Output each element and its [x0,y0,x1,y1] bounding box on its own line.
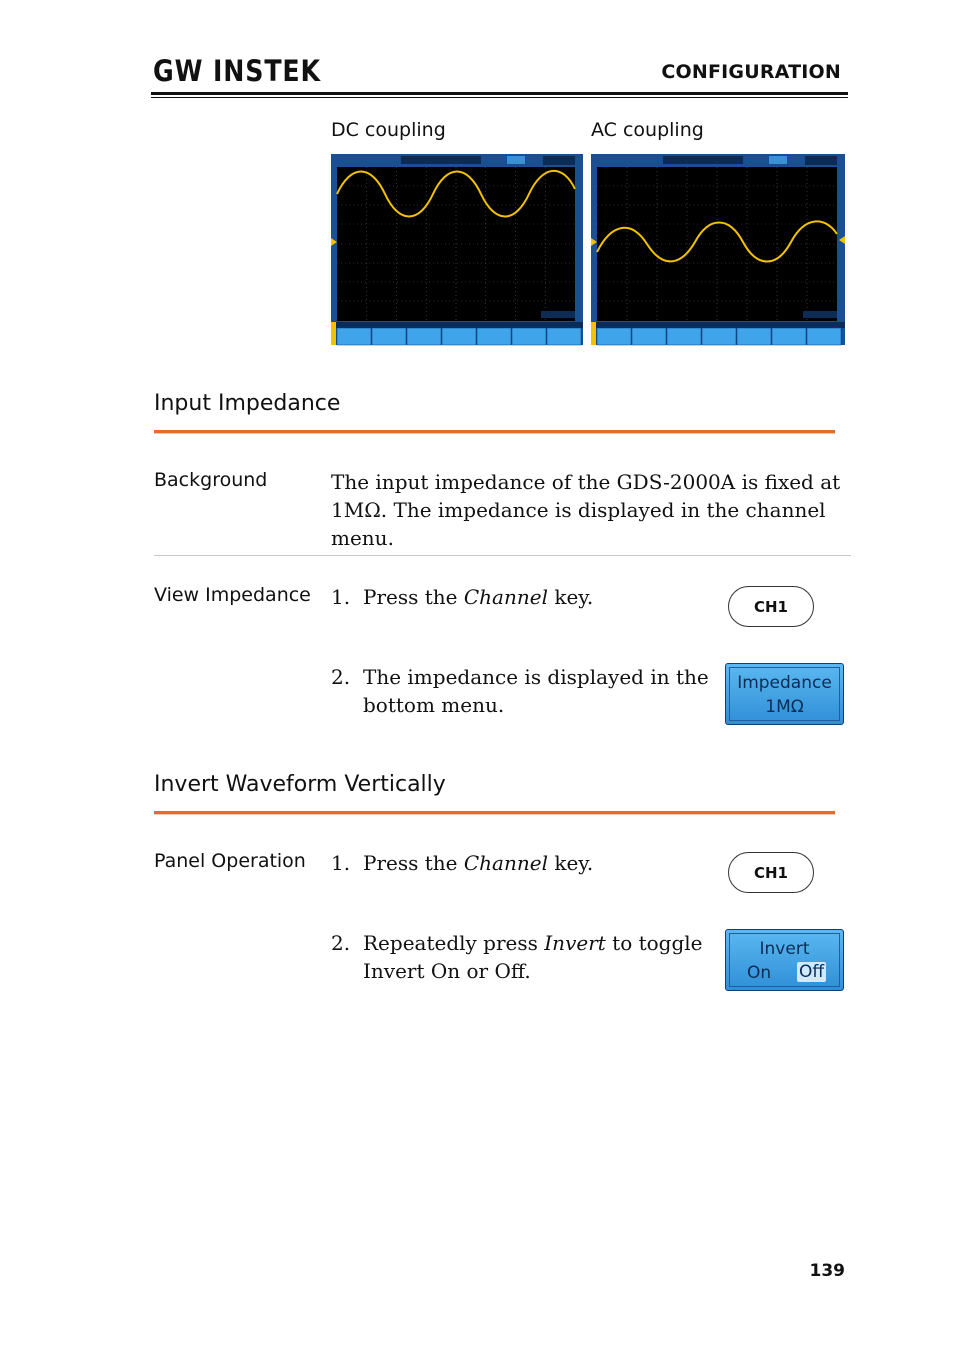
panel-operation-label: Panel Operation [154,850,306,872]
ch1-key[interactable]: CH1 [728,852,814,893]
dc-coupling-screenshot [331,154,583,345]
channel-key-ref: Channel [463,585,548,609]
view-step1-text: Press the Channel key. [363,585,594,609]
section-divider [154,555,851,556]
invert-step1-text: Press the Channel key. [363,851,594,875]
input-impedance-rule [154,430,835,433]
view-impedance-label: View Impedance [154,584,311,606]
invert-waveform-heading: Invert Waveform Vertically [154,772,446,797]
impedance-softkey-title: Impedance [737,673,832,693]
background-text: The input impedance of the GDS-2000A is fixed at 1MΩ. The impedance is displayed in the channel menu. [331,470,841,550]
svg-text:GW INSTEK: GW INSTEK [153,54,322,88]
dc-coupling-caption: DC coupling [331,119,446,141]
view-step2-text: The impedance is displayed in the bottom menu. [363,665,709,717]
view-step1-number: 1. [331,585,351,609]
input-impedance-heading: Input Impedance [154,391,341,416]
invert-step2-text: Repeatedly press Invert to toggle Invert On or Off. [363,931,703,983]
impedance-softkey-value: 1MΩ [765,697,804,717]
header-rule-thin [151,97,848,98]
ac-coupling-screenshot [591,154,845,345]
page-number: 139 [809,1261,845,1281]
view-step2-number: 2. [331,665,351,689]
invert-key-ref: Invert [544,931,606,955]
invert-softkey[interactable] [725,929,844,991]
header-rule [151,92,848,95]
gw-instek-logo [153,54,323,88]
invert-off-option-selected: Off [799,962,825,982]
channel-key-ref: Channel [463,851,548,875]
invert-step1-number: 1. [331,851,351,875]
ch1-key[interactable]: CH1 [728,586,814,627]
invert-step2-number: 2. [331,931,351,955]
background-label: Background [154,469,268,491]
invert-softkey-title: Invert [759,939,810,959]
ac-coupling-caption: AC coupling [591,119,704,141]
section-header: CONFIGURATION [661,61,841,83]
impedance-softkey[interactable] [725,663,844,725]
invert-waveform-rule [154,811,835,814]
invert-on-option: On [747,963,772,983]
